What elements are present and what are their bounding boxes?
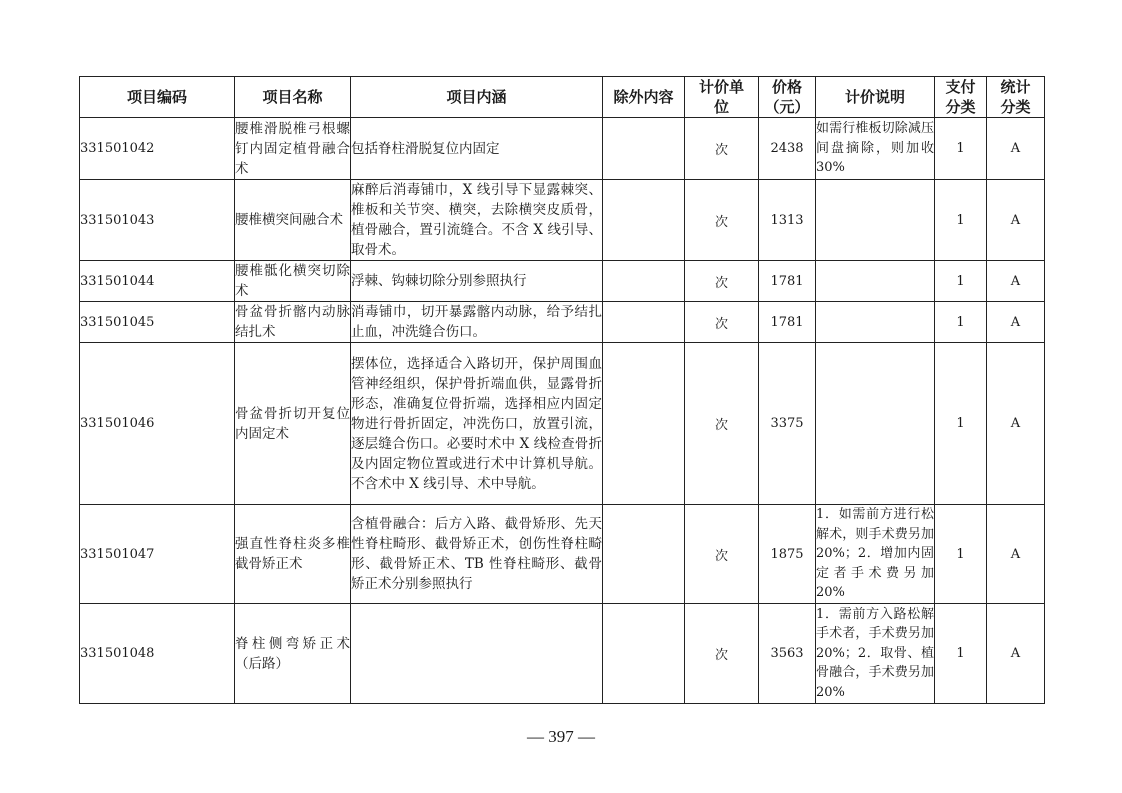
row-pay: 1 xyxy=(935,302,987,343)
row-price: 1875 xyxy=(759,505,816,604)
header-unit: 计价单位 xyxy=(685,77,759,118)
row-price: 1781 xyxy=(759,261,816,302)
row-code: 331501047 xyxy=(80,505,235,604)
row-code: 331501044 xyxy=(80,261,235,302)
row-content: 麻醉后消毒铺巾，X 线引导下显露棘突、椎板和关节突、横突，去除横突皮质骨，植骨融合，置引流缝合。不含 X 线引导、取骨术。 xyxy=(351,180,603,261)
row-note xyxy=(816,343,935,505)
row-price: 1781 xyxy=(759,302,816,343)
row-excluded xyxy=(603,505,685,604)
row-note xyxy=(816,180,935,261)
row-stat: A xyxy=(987,505,1045,604)
row-unit: 次 xyxy=(685,180,759,261)
row-name: 腰椎滑脱椎弓根螺钉内固定植骨融合术 xyxy=(235,118,351,180)
table-row xyxy=(80,604,1045,704)
row-stat: A xyxy=(987,302,1045,343)
row-price: 1313 xyxy=(759,180,816,261)
row-code: 331501045 xyxy=(80,302,235,343)
row-code: 331501043 xyxy=(80,180,235,261)
header-pay: 支付分类 xyxy=(935,77,987,118)
row-note: 1．需前方入路松解手术者，手术费另加 20%；2．取骨、植骨融合，手术费另加 20% xyxy=(816,604,935,704)
row-note xyxy=(816,302,935,343)
header-stat: 统计分类 xyxy=(987,77,1045,118)
row-excluded xyxy=(603,343,685,505)
row-pay: 1 xyxy=(935,180,987,261)
row-note xyxy=(816,261,935,302)
header-note: 计价说明 xyxy=(816,77,935,118)
row-pay: 1 xyxy=(935,604,987,704)
row-excluded xyxy=(603,180,685,261)
row-name: 骨盆骨折髂内动脉结扎术 xyxy=(235,302,351,343)
table-row xyxy=(80,343,1045,505)
row-unit: 次 xyxy=(685,302,759,343)
row-name: 腰椎横突间融合术 xyxy=(235,180,351,261)
row-note: 1．如需前方进行松解术，则手术费另加 20%；2．增加内固定者手术费另加 20% xyxy=(816,505,935,604)
table-row xyxy=(80,180,1045,261)
row-unit: 次 xyxy=(685,261,759,302)
row-pay: 1 xyxy=(935,505,987,604)
header-code: 项目编码 xyxy=(80,77,235,118)
row-content: 消毒铺巾，切开暴露髂内动脉，给予结扎止血，冲洗缝合伤口。 xyxy=(351,302,603,343)
row-stat: A xyxy=(987,261,1045,302)
row-code: 331501042 xyxy=(80,118,235,180)
row-name: 强直性脊柱炎多椎截骨矫正术 xyxy=(235,505,351,604)
row-stat: A xyxy=(987,604,1045,704)
table-row xyxy=(80,505,1045,604)
row-stat: A xyxy=(987,180,1045,261)
row-content xyxy=(351,604,603,704)
header-excluded: 除外内容 xyxy=(603,77,685,118)
row-note: 如需行椎板切除减压间盘摘除，则加收 30% xyxy=(816,118,935,180)
price-table xyxy=(79,76,1045,704)
row-content: 浮棘、钩棘切除分别参照执行 xyxy=(351,261,603,302)
header-content: 项目内涵 xyxy=(351,77,603,118)
row-unit: 次 xyxy=(685,604,759,704)
table-row xyxy=(80,261,1045,302)
header-name: 项目名称 xyxy=(235,77,351,118)
row-stat: A xyxy=(987,343,1045,505)
row-stat: A xyxy=(987,118,1045,180)
header-row xyxy=(80,77,1045,118)
row-pay: 1 xyxy=(935,118,987,180)
row-code: 331501048 xyxy=(80,604,235,704)
row-content: 包括脊柱滑脱复位内固定 xyxy=(351,118,603,180)
row-price: 2438 xyxy=(759,118,816,180)
row-name: 腰椎骶化横突切除术 xyxy=(235,261,351,302)
header-price: 价格（元） xyxy=(759,77,816,118)
row-pay: 1 xyxy=(935,261,987,302)
row-unit: 次 xyxy=(685,343,759,505)
row-price: 3563 xyxy=(759,604,816,704)
row-excluded xyxy=(603,261,685,302)
row-content: 摆体位，选择适合入路切开，保护周围血管神经组织，保护骨折端血供，显露骨折形态，准确复位骨折端，选择相应内固定物进行骨折固定，冲洗伤口，放置引流，逐层缝合伤口。必要时术中 X 线检查骨折及内固定物位置或进行术中计算机导航。不含术中 X 线引导、术中导航。 xyxy=(351,343,603,505)
row-content: 含植骨融合：后方入路、截骨矫形、先天性脊柱畸形、截骨矫正术，创伤性脊柱畸形、截骨矫正术、TB 性脊柱畸形、截骨矫正术分别参照执行 xyxy=(351,505,603,604)
row-excluded xyxy=(603,302,685,343)
row-excluded xyxy=(603,604,685,704)
row-name: 骨盆骨折切开复位内固定术 xyxy=(235,343,351,505)
row-code: 331501046 xyxy=(80,343,235,505)
row-name: 脊柱侧弯矫正术（后路） xyxy=(235,604,351,704)
row-unit: 次 xyxy=(685,505,759,604)
row-pay: 1 xyxy=(935,343,987,505)
table-row xyxy=(80,118,1045,180)
table-row xyxy=(80,302,1045,343)
row-unit: 次 xyxy=(685,118,759,180)
page-number: — 397 — xyxy=(527,727,595,746)
row-excluded xyxy=(603,118,685,180)
row-price: 3375 xyxy=(759,343,816,505)
